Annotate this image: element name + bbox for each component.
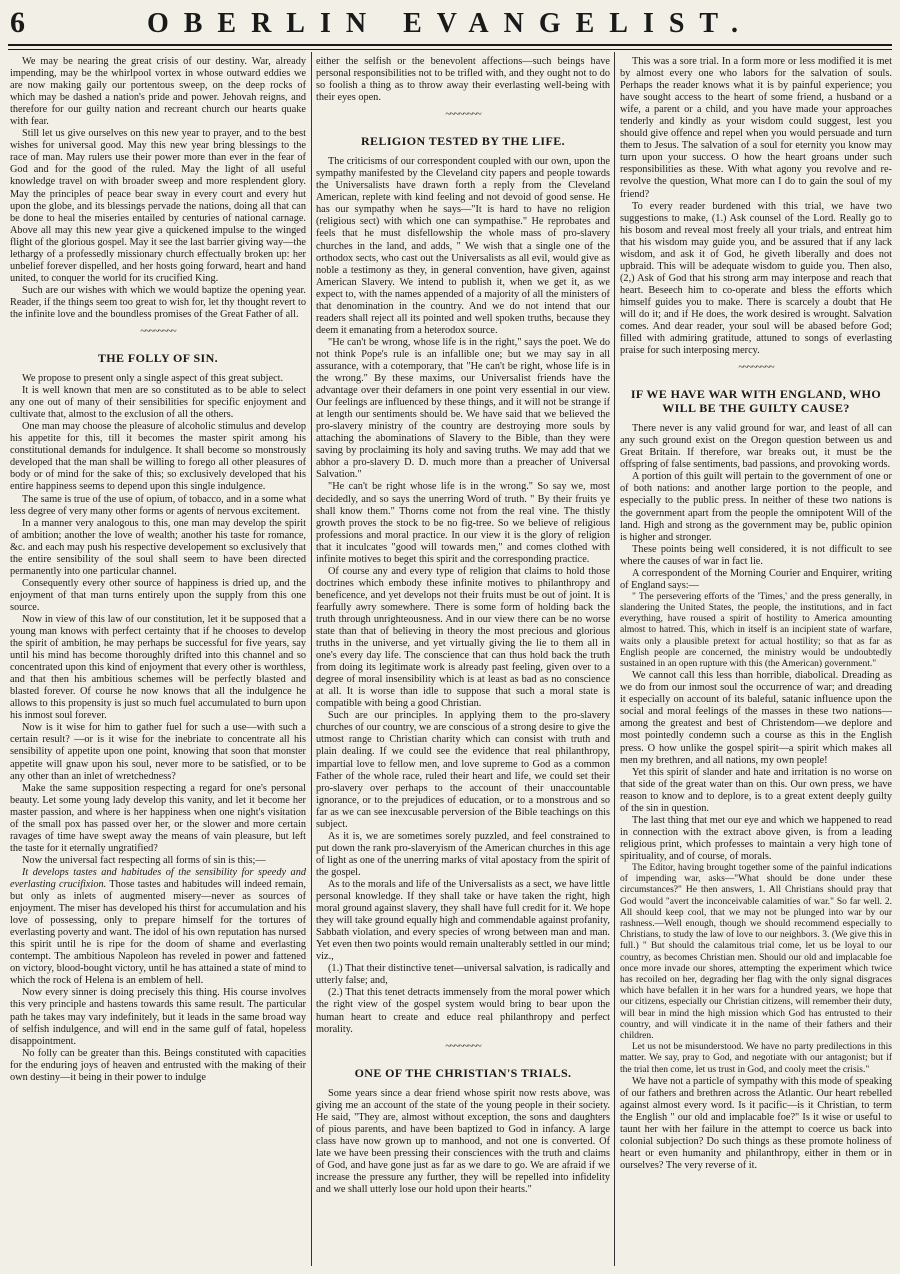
paragraph: Let us not be misunderstood. We have no party predilections in this matter. We say, pray to God, and negotiate with our antagonist; but if the trial then come, let us trust in God, and cooly meet the crisis." xyxy=(620,1042,892,1075)
paragraph xyxy=(10,867,306,987)
page-number: 6 xyxy=(10,6,25,39)
paragraph: As it is, we are sometimes sorely puzzled, and feel constrained to put down the rank pro-slaveryism of the American churches in this age of light as one of the unerring marks of vital apostacy from the spirit of the gospel. xyxy=(316,830,610,878)
masthead xyxy=(0,0,900,46)
paragraph: As to the morals and life of the Universalists as a sect, we have little personal knowledge. If they shall take or have taken the right, high moral ground against slavery, they shall have full credit for it. We hope they will take ground equally high and commendable against profanity, Sabbath violation, and every species of wrong between man and man. Yet even then two points would remain unalterably settled in our mind; viz., xyxy=(316,879,610,963)
paragraph: We may be nearing the great crisis of our destiny. War, already impending, may be the whirlpool vortex in whose outward eddies we are now making gaily our portentous sweep, on the deep rocks of which may be dashed a nation's pride and power. Jehovah reigns, and therefore for our guilty nation and recreant church our hearts quake with fear. xyxy=(10,56,306,128)
paragraph: We propose to present only a single aspect of this great subject. xyxy=(22,373,284,385)
paragraph: (1.) That their distinctive tenet—universal salvation, is radically and utterly false; and, xyxy=(316,963,610,987)
paragraph: Now the universal fact respecting all forms of sin is this;— xyxy=(22,854,266,866)
paragraph: These points being well considered, it is not difficult to see where the causes of war in fact lie. xyxy=(620,543,892,567)
column-1 xyxy=(10,56,306,1262)
masthead-rule-thick xyxy=(8,44,892,46)
paragraph: The Editor, having brought together some of the painful indications of impending war, asks—"What should be done under these circumstances?" He then answers, 1. All Christians should pray that God would "avert the inconceivable calamities of war." So far well. 2. All should keep cool, that we may not be plunged into war by our rashness.—Well enough, though we should recommend especially to Christians, to study the law of love to our neighbors. 3. (We give this in full.) " But should the calamitous trial come, let us be loyal to our country, as becomes Christian men. Should our old and implacable foe once more invade our shores, attempting the experiment which twice has recoiled on her, degrading her flag with the only signal disgraces which have befallen it in her wars for a hundred years, we hope that our citizens, especially our Christian citizens, will remember their duty, will bear in mind the high mission which God has entrusted to their country, and will vindicate it in the name of their fathers and their children. xyxy=(620,863,892,1042)
section-ornament: ~~~~~~~~ xyxy=(738,362,774,374)
heading-folly-of-sin: THE FOLLY OF SIN. xyxy=(97,351,219,366)
paragraph: Now every sinner is doing precisely this thing. His course involves this very principle and hastens towards this same result. The particular path he takes may vary indefinitely, but it leads in the same broad way of selfish indulgence, and will end in the same gulf of fatal, hopeless disappointment. xyxy=(10,987,306,1047)
newspaper-title: OBERLIN EVANGELIST. xyxy=(146,8,754,39)
masthead-rule-thin xyxy=(8,49,892,50)
paragraph: To every reader burdened with this trial, we have two suggestions to make, (1.) Ask counsel of the Lord. Really go to his bosom and reveal most freely all your trials, and entreat him that his wisdom may guide you, and be assured that if any lack wisdom, and ask it of God, he giveth liberally and does not upbraid. This will be adequate wisdom to guide you. Then also, (2,) Ask of God that his strong arm may interpose and reach that heart. Beseech him to co-operate and bless the efforts which himself guides you to make. There is scarcely a doubt that He will do it; and if He does, the work desired is wrought. Salvation comes. And dear reader, your soul will be abased before God; filled with admiring gratitude, attuned to songs of everlasting praise for such interposing mercy. xyxy=(620,200,892,357)
paragraph: This was a sore trial. In a form more or less modified it is met by almost every one who labors for the salvation of souls. Perhaps the reader knows what it is by painful experience; you have sought access to the heart of some friend, a husband or a wife, a parent or a child, and you have made your approaches tenderly and kindly as your wisdom could suggest, lest you should give offence and repel when you would persuade and turn them to Jesus. The salvation of a soul for eternity you know may turn upon your success. O how the heart groans under such responsibilities as these. With what agony you revolve and re-revolve the question, What more can I do to gain the soul of my friend? xyxy=(620,56,892,200)
paragraph: There never is any valid ground for war, and least of all can any such ground exist on the Oregon question between us and Great Britain. If therefore, war breaks out, it must be the offspring of false sentiments, bad passions, and provoking words. xyxy=(620,423,892,471)
column-divider xyxy=(614,52,615,1266)
paragraph-text: Those tastes and habitudes will indeed remain, but only as inlets of augmented misery—never as sources of enjoyment. The miser has developed his thirst for accumulation and his love of possessing, only to prepare himself for the tortures of everlasting poverty and want. The idol of his own reputation has nursed this spirit until he is ripe for the doom of shame and everlasting contempt. The ambitious Napoleon has reveled in power and fattened on victory, blood-bought victory, until he has attained a state of mind to which the rock of Helena is an emblem of hell. xyxy=(10,879,306,987)
italic-lead: It develops tastes and habitudes of the sensibility for speedy and everlasting crucifixion. xyxy=(10,866,306,890)
paragraph: either the selfish or the benevolent affections—such beings have personal responsibilities not to be trifled with, and they ought not to do so foolish a thing as to throw away their everlasting well-being with their eyes open. xyxy=(316,56,610,104)
paragraph: "He can't be right whose life is in the wrong." So say we, most decidedly, and so says the unerring Word of truth. " By their fruits ye shall know them." Thorns come not from the real vine. The thistly growth proves the stock to be no fig-tree. So we believe of religious professions and moral practice. In our view it is the glory of religion that it inculcates "good will towards men," and comes clothed with infinite motives to beget this spirit and the corresponding practice. xyxy=(316,481,610,565)
paragraph: The same is true of the use of opium, of tobacco, and in a some what less degree of very many other forms or agents of nervous excitement. xyxy=(10,493,306,517)
paragraph: One man may choose the pleasure of alcoholic stimulus and develop his appetite for this, till it becomes the master spirit among his constitutional demands for indulgence. It shall become so monstrously developed that the man shall be willing to forego all other pleasures of body or of mind for the sake of this; so exclusively developed that his entire happiness seems to depend upon this single indulgence. xyxy=(10,421,306,493)
paragraph: Make the same supposition respecting a regard for one's personal beauty. Let some young lady develop this vanity, and let it become her master passion, and where is her happiness when one night's visitation of the small pox has passed over her, or the slower and more certain ravages of time have swept away the means of vain pleasure, but left the taste for it eternally ungratified? xyxy=(10,782,306,854)
paragraph: Consequently every other source of happiness is dried up, and the enjoyment of that man turns entirely upon the supply from this one source. xyxy=(10,577,306,613)
heading-war-with-england: IF WE HAVE WAR WITH ENGLAND, WHO WILL BE THE GUILTY CAUSE? xyxy=(630,387,882,416)
paragraph: Now is it wise for him to gather fuel for such a use—with such a certain result? —or is it wise for the inebriate to concentrate all his sensibility of appetite upon one point, knowing that soon that monster appetite will gnaw upon his soul, never more to be satisfied, or to be any other than an inlet of wretchedness? xyxy=(10,722,306,782)
paragraph: We have not a particle of sympathy with this mode of speaking of our fathers and brethren across the Atlantic. Our heart rebelled against almost every word. Is it pacific—is it Christian, to term the English " our old and implacable foe?" Is it wise or useful to taunt her with her failure in the attempt to coerce us back into colonial subjection? Do such things as these promote holiness of heart or even humanity and philanthropy, either in them or in ourselves? The very reverse of it. xyxy=(620,1075,892,1172)
section-ornament: ~~~~~~~~ xyxy=(140,326,176,338)
paragraph: Still let us give ourselves on this new year to prayer, and to the best wishes for universal good. May this new year bring blessings to the race of man. May rulers use their power more than ever in the fear of God and for the good of the ruled. May the light of all useful knowledge travel on with broader sweep and more resplendent glory. May the principles of peace bear sway in every court and every hut upon the globe, and its blessings pervade the nations, doing all that can be done to heal the miseries entailed by centuries of national carnage. Above all may this new year give a quickened impulse to the winged flight of the glorious gospel. May it see the last barrier giving way—the lethargy of a professedly missionary church effectually broken up: her unbelief forever dispelled, and her hosts going forward, heart and hand united, to conquer the world for its crucified King. xyxy=(10,128,306,284)
column-divider xyxy=(311,52,312,1266)
heading-religion-tested: RELIGION TESTED BY THE LIFE. xyxy=(360,134,566,149)
paragraph: A correspondent of the Morning Courier and Enquirer, writing of England says:— xyxy=(620,567,892,591)
paragraph: Yet this spirit of slander and hate and irritation is no worse on that side of the great water than on this. Our own press, we have reason to know and to deplore, is to a great extent deeply guilty of the sin in question. xyxy=(620,766,892,814)
paragraph: The last thing that met our eye and which we happened to read in connection with the extract above given, is from a leading religious print, which professes to maintain a very high tone of spirituality, and of course, of morals. xyxy=(620,814,892,862)
paragraph: We cannot call this less than horrible, diabolical. Dreading as we do from our inmost soul the occurrence of war; and dreading it especially on account of its baleful, satanic influence upon the social and moral feelings of the masses in these two nations—among the greatest and best of Christendom—we deplore and most pointedly condemn such a course as this in the English press. O how unlike the gospel spirit—a spirit which makes all men my brethren, and all nations, my own people! xyxy=(620,670,892,766)
paragraph: Such are our wishes with which we would baptize the opening year. Reader, if the things seem too great to wish for, let thy thought revert to the infinite love and the boundless promises of the Great Father of all. xyxy=(10,284,306,320)
paragraph: Of course any and every type of religion that claims to hold those doctrines which embody these infinite motives to philanthropy and beneficence, and yet develops not their fruits must be out of joint. It is fearfully awry somewhere. There is some form of holding back the truth through unrighteousness. And in our view there can be no worse state than that of believing in theory the most precious and glorious truths in the universe, and yet virtually giving the lie to them all in one's every day life. The conscience that can thus hold back the truth from doing its legitimate work is already past feeling, given over to a degree of moral insensibility which is at least as bad as no conscience at all. It is worse than idle to suppose that such a moral state is compatible with being a good Christian. xyxy=(316,565,610,710)
section-ornament: ~~~~~~~~ xyxy=(445,109,481,121)
paragraph: The criticisms of our correspondent coupled with our own, upon the sympathy manifested by the Cleveland city papers and people towards the Universalists have drawn forth a reply from the Cleveland American, replete with kind feeling and not devoid of good sense. He has our sympathy when he says—"It is hard to have no religion (religious sect) with which one can sympathise." He reprobates and feels that he must disfellowship the whole mass of pro-slavery churches in the land, and adds, " We wish that a single one of the orthodox sects, who cast out the Universalists as all evil, would give as noble a testimony as they, in general convention, have given, against American Slavery. We intend to publish it, when we get it, as we expect to, with the names appended of a majority of all the ministers of that denomination in the country. And we do not intend that our readers shall reject all its pointed and well spoken truths, because they deem it emanating from a heterodox source. xyxy=(316,156,610,336)
section-ornament: ~~~~~~~~ xyxy=(445,1040,481,1052)
paragraph: "He can't be wrong, whose life is in the right," says the poet. We do not think Pope's rule is an infallible one; but we may say in all assurance, with a cotemporary, that "He can't be right, whose life is in the wrong." By these maxims, our Universalist friends have the advantage over their defamers in one point very essential in our view. Our feelings are influenced by these things, and it will not be strange if at length our sentiments should be. We have said that we believed the pro-slavery ministry of the country are destroying more souls by attaching the abominations of Slavery to the Bible, than they were saving by proclaiming its holy and saving truths. We may add that we abhor a pro-slavery D. D. much more than a preacher of Universal Salvation." xyxy=(316,336,610,481)
paragraph: It is well known that men are so constituted as to be able to select any one out of many of their sensibilities for specific enjoyment and cultivate that, almost to the exclusion of all the others. xyxy=(10,385,306,421)
column-2 xyxy=(316,56,610,1262)
heading-christians-trials: ONE OF THE CHRISTIAN'S TRIALS. xyxy=(354,1065,572,1080)
paragraph: (2.) That this tenet detracts immensely from the moral power which the right view of the gospel system would bring to bear upon the human heart to create and educe real philanthropy and perfect morality. xyxy=(316,987,610,1035)
paragraph: Such are our principles. In applying them to the pro-slavery churches of our country, we are conscious of a strong desire to give the utmost range to Christian charity which can consist with truth and plain dealing. If we could see the evidence that real philanthropy, impartial love to fellow men, and love supreme to God as a common Father of the whole race, ruled their heart and life, we could set their pro-slavery over perhaps to the account of their unaccountable ignorance, or to the prejudices of education, or to a monstrous and so far as we can see inexcusable perversion of the Bible teachings on this subject. xyxy=(316,710,610,830)
column-3 xyxy=(620,56,892,1262)
paragraph: A portion of this guilt will pertain to the government of one or of both nations: and another large portion to the people, and especially to the public press. In neither of these two nations is the government apart from the people the omnipotent Will of the land. High and strong as the government may be, public opinion is higher and stronger. xyxy=(620,471,892,543)
paragraph: Now in view of this law of our constitution, let it be supposed that a young man knows with perfect certainty that if he chooses to develop the spirit of ambition, he may perhaps be successful for five years, say until his mind has become thoroughly drifted into this channel and so concentrated upon this kind of enjoyment that every other is worthless, and that then his ambitious schemes will be perfectly blasted and blasted forever. Of course he now knows that all the indulgence he allows to this propensity is just so much fuel accumulated to burn upon his inmost soul forever. xyxy=(10,613,306,722)
paragraph: Some years since a dear friend whose spirit now rests above, was giving me an account of the state of the young people in their society. He said, "They are, almost without exception, the sons and daughters of pious parents, and have been baptized to God in infancy. A large class have now grown up to manhood, and not one is converted. Of late we have been pressing their consciences with the truth and claims of God, and have gone just as far as we dare to go. We are afraid if we increase the pressure any further, they will be repelled into infidelity and we shall utterly lose our hold upon their hearts." xyxy=(316,1087,610,1195)
paragraph: No folly can be greater than this. Beings constituted with capacities for the enduring joys of heaven and entrusted with the making of their own destiny—it being in their power to indulge xyxy=(10,1047,306,1083)
block-quote: " The persevering efforts of the 'Times,' and the press generally, in slandering the United States, the people, the institutions, and in fact everything, have roused a spirit of hostility to America amounting almost to hatred. This, which in itself is an incipient state of warfare, waits only a plausible pretext for actual hostility; so that as far as English people are concerned, the ministry would be undoubtedly sustained in an open rupture with this (the American) government." xyxy=(620,591,892,670)
paragraph: In a manner very analogous to this, one man may develop the spirit of ambition; another the love of wealth; another his taste for romance, &c. and each may push his respective developement so exclusively that the entire sensibility of the soul shall seem to have been directed permanently into one particular channel. xyxy=(10,517,306,577)
